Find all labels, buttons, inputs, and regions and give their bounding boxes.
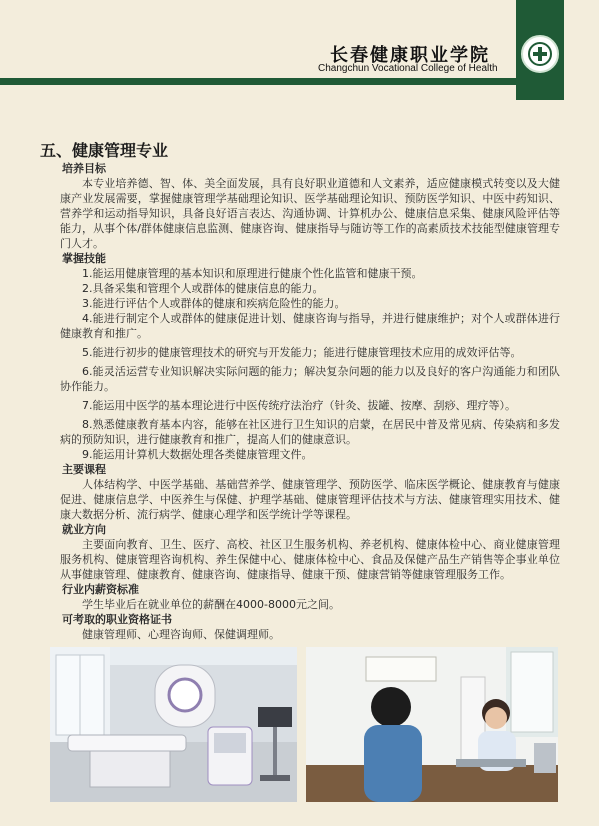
skill-item: 7.能运用中医学的基本理论进行中医传统疗法治疗（针灸、拔罐、按摩、刮痧、理疗等）。 [82, 399, 516, 412]
training-goal-text: 本专业培养德、智、体、美全面发展，具有良好职业道德和人文素养，适应健康模式转变以及大健康产业发展需要，掌握健康管理学基础理论知识、医学基础理论知识、预防医学知识、中医中药知识、营养学和运动指导知识，具备良好语言表达、沟通协调、计算机办公、健康信息采集、健康风险评估等能力，从事个体/群体健康信息监测、健康咨询、健康指导与随访等工作的高素质技术技能型健康管理专门人才。 [60, 177, 560, 250]
skill-item: 3.能进行评估个人或群体的健康和疾病危险性的能力。 [82, 297, 346, 310]
salary-text: 学生毕业后在就业单位的薪酬在4000-8000元之间。 [82, 598, 340, 611]
school-name-en: Changchun Vocational College of Health [318, 63, 498, 74]
courses-heading: 主要课程 [62, 463, 106, 476]
skill-item: 6.能灵活运营专业知识解决实际问题的能力；解决复杂问题的能力以及良好的客户沟通能力和团队协作能力。 [60, 365, 560, 393]
salary-heading: 行业内薪资标准 [62, 583, 139, 596]
major-description [60, 161, 560, 642]
skill-item: 8.熟悉健康教育基本内容，能够在社区进行卫生知识的启蒙，在居民中普及常见病、传染病和多发病的预防知识，进行健康教育和推广，提高人们的健康意识。 [60, 418, 560, 446]
training-goal-heading: 培养目标 [62, 162, 106, 175]
school-name-cn: 长春健康职业学院 [330, 45, 490, 66]
certificates-text: 健康管理师、心理咨询师、保健调理师。 [82, 628, 280, 641]
section-title: 五、健康管理专业 [40, 141, 169, 160]
medical-equipment-photo [50, 647, 297, 802]
skills-heading: 掌握技能 [62, 252, 106, 265]
photo-strip [38, 647, 558, 802]
skill-item: 4.能进行制定个人或群体的健康促进计划、健康咨询与指导，并进行健康维护；对个人或群体进行健康教育和推广。 [60, 312, 560, 340]
page-header [0, 0, 599, 100]
skill-item: 5.能进行初步的健康管理技术的研究与开发能力；能进行健康管理技术应用的成效评估等。 [82, 346, 522, 359]
logo-ring-icon [528, 42, 552, 66]
skill-item: 1.能运用健康管理的基本知识和原理进行健康个性化监管和健康干预。 [82, 267, 423, 280]
school-logo [521, 35, 559, 73]
certificates-heading: 可考取的职业资格证书 [62, 613, 172, 626]
skill-item: 9.能运用计算机大数据处理各类健康管理文件。 [82, 448, 313, 461]
skill-item: 2.具备采集和管理个人或群体的健康信息的能力。 [82, 282, 324, 295]
career-text: 主要面向教育、卫生、医疗、高校、社区卫生服务机构、养老机构、健康体检中心、商业健康管理服务机构、健康管理咨询机构、养生保健中心、健康体检中心、食品及保健产品生产销售等企事业单位从事健康管理、健康教育、健康咨询、健康指导、健康干预、健康营销等健康管理服务工作。 [60, 538, 560, 581]
courses-text: 人体结构学、中医学基础、基础营养学、健康管理学、预防医学、临床医学概论、健康教育与健康促进、健康信息学、中医养生与保健、护理学基础、健康管理评估技术与方法、健康管理实用技术、健康大数据分析、流行病学、健康心理学和医学统计学等课程。 [60, 478, 560, 521]
header-green-bar [0, 78, 516, 85]
career-heading: 就业方向 [62, 523, 106, 536]
consultation-photo [306, 647, 558, 802]
